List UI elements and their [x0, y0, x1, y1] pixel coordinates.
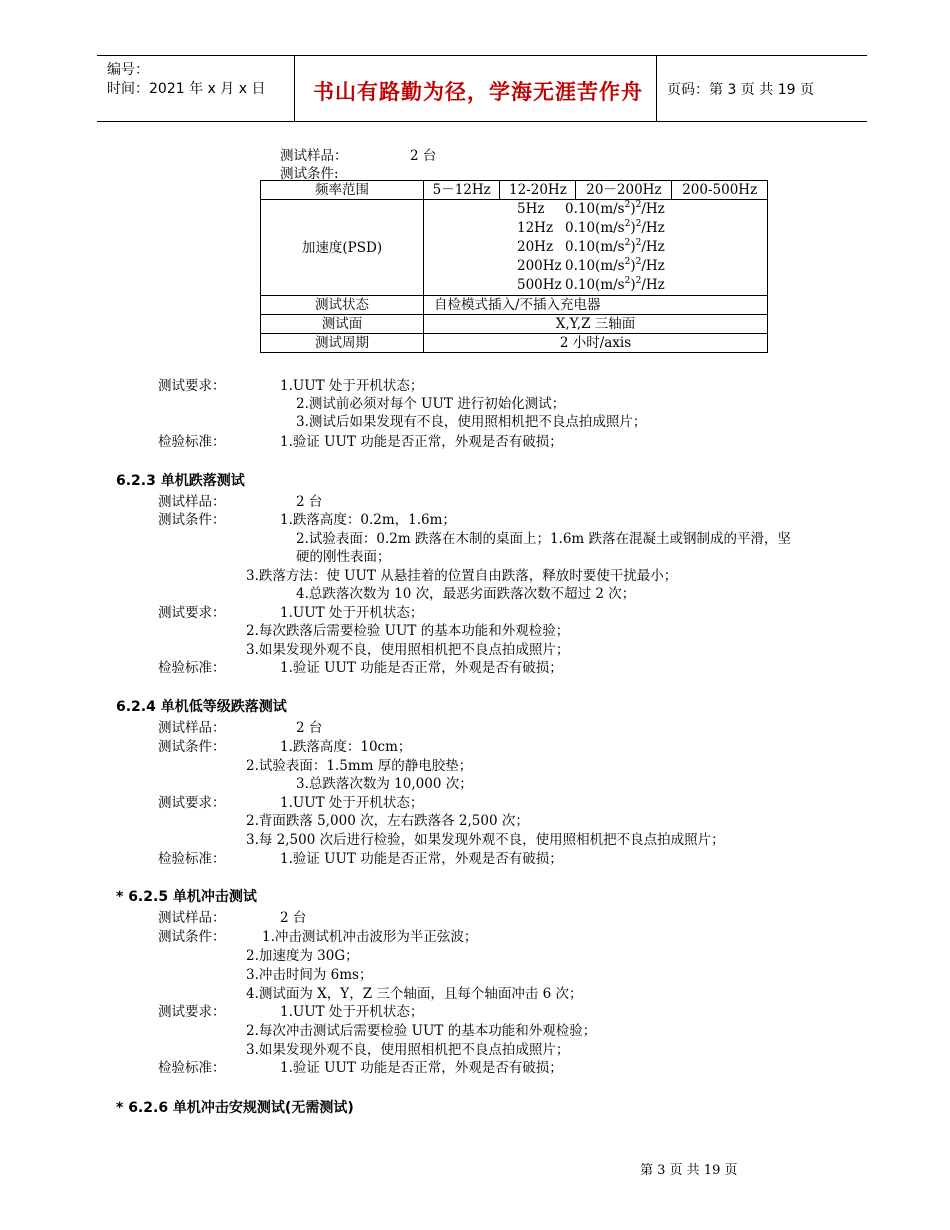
condition-item: 1.跌落高度：10cm； [280, 739, 412, 755]
requirement-item: 1.UUT 处于开机状态； [280, 378, 424, 394]
table-row [261, 181, 768, 200]
psd-line: 12Hz $0.10(m/s^2)^2/Hz$ [517, 219, 665, 236]
condition-item: 3.总跌落次数为 10,000 次； [296, 776, 473, 792]
section-title: 6.2.4 单机低等级跌落测试 [116, 699, 287, 715]
header-divider-right [656, 55, 657, 121]
table-cell: 自检模式插入/不插入充电器 [424, 296, 768, 315]
section-title: * 6.2.6 单机冲击安规测试(无需测试) [116, 1100, 354, 1116]
condition-item: 2.试验表面：0.2m 跌落在木制的桌面上；1.6m 跌落在混凝土或钢制成的平滑，坚 [296, 531, 792, 547]
requirement-item: 2.测试前必须对每个 UUT 进行初始化测试； [296, 396, 566, 412]
standard-item: 1.验证 UUT 功能是否正常，外观是否有破损； [280, 434, 563, 450]
table-cell: 加速度(PSD) [261, 200, 424, 296]
table-row [261, 334, 768, 353]
standard-item: 1.验证 UUT 功能是否正常，外观是否有破损； [280, 851, 563, 867]
table-row [261, 200, 768, 296]
standard-label: 检验标准： [158, 851, 226, 867]
condition-label: 测试条件： [158, 512, 226, 528]
sample-label: 测试样品： [158, 910, 226, 926]
sample-value: 2 台 [410, 148, 437, 164]
condition-label: 测试条件： [158, 739, 226, 755]
section-title: * 6.2.5 单机冲击测试 [116, 889, 257, 905]
requirement-item: 3.如果发现外观不良，使用照相机把不良点拍成照片； [246, 1042, 570, 1058]
requirement-item: 2.每次跌落后需要检验 UUT 的基本功能和外观检验； [246, 623, 570, 639]
footer-page-number: 第 3 页 共 19 页 [640, 1163, 738, 1178]
requirement-item: 3.每 2,500 次后进行检验，如果发现外观不良，使用照相机把不良点拍成照片； [246, 832, 725, 848]
condition-label: 测试条件: [280, 166, 339, 182]
condition-item: 1.冲击测试机冲击波形为半正弦波； [262, 929, 478, 945]
table-cell: X,Y,Z 三轴面 [424, 315, 768, 334]
requirement-label: 测试要求： [158, 605, 226, 621]
psd-line: 200Hz $0.10(m/s^2)^2/Hz$ [517, 257, 665, 274]
condition-item: 4.总跌落次数为 10 次，最恶劣面跌落次数不超过 2 次； [296, 586, 636, 602]
requirement-item: 3.如果发现外观不良，使用照相机把不良点拍成照片； [246, 642, 570, 658]
document-number-label: 编号： [107, 62, 149, 78]
requirement-item: 3.测试后如果发现有不良，使用照相机把不良点拍成照片； [296, 414, 647, 430]
requirement-label: 测试要求： [158, 378, 226, 394]
condition-item: 2.加速度为 30G； [246, 948, 359, 964]
section-title: 6.2.3 单机跌落测试 [116, 473, 245, 489]
table-cell: 12-20Hz [500, 181, 576, 200]
header-page-number: 页码：第 3 页 共 19 页 [667, 82, 814, 98]
header-bottom-rule [97, 121, 867, 122]
requirement-item: 1.UUT 处于开机状态； [280, 1004, 424, 1020]
sample-value: 2 台 [296, 720, 323, 736]
table-row [261, 315, 768, 334]
requirement-label: 测试要求： [158, 795, 226, 811]
requirement-item: 2.背面跌落 5,000 次，左右跌落各 2,500 次； [246, 813, 529, 829]
table-cell: 频率范围 [261, 181, 424, 200]
header-top-rule [97, 55, 867, 56]
sample-label: 测试样品： [158, 494, 226, 510]
condition-item: 2.试验表面：1.5mm 厚的静电胶垫； [246, 758, 473, 774]
table-cell: 测试面 [261, 315, 424, 334]
psd-line: 5Hz $0.10(m/s^2)^2/Hz$ [517, 200, 665, 217]
standard-item: 1.验证 UUT 功能是否正常，外观是否有破损； [280, 660, 563, 676]
table-cell: 2 小时/axis [424, 334, 768, 353]
requirement-item: 1.UUT 处于开机状态； [280, 795, 424, 811]
document-date: 时间：2021 年 x 月 x 日 [107, 81, 266, 97]
table-cell: 200-500Hz [672, 181, 768, 200]
psd-line: 500Hz $0.10(m/s^2)^2/Hz$ [517, 276, 665, 293]
standard-label: 检验标准： [158, 660, 226, 676]
header-divider-left [294, 55, 295, 121]
sample-label: 测试样品： [280, 148, 348, 164]
condition-item: 1.跌落高度：0.2m，1.6m； [280, 512, 456, 528]
requirement-label: 测试要求： [158, 1004, 226, 1020]
psd-line: 20Hz $0.10(m/s^2)^2/Hz$ [517, 238, 665, 255]
header-motto: 书山有路勤为径，学海无涯苦作舟 [313, 80, 643, 104]
table-row [261, 296, 768, 315]
condition-label: 测试条件： [158, 929, 226, 945]
table-cell: 测试周期 [261, 334, 424, 353]
sample-value: 2 台 [280, 910, 307, 926]
table-cell: 5－12Hz [424, 181, 500, 200]
requirement-item: 1.UUT 处于开机状态； [280, 605, 424, 621]
requirement-item: 2.每次冲击测试后需要检验 UUT 的基本功能和外观检验； [246, 1023, 597, 1039]
condition-item: 硬的刚性表面； [296, 549, 391, 565]
table-cell: 20－200Hz [576, 181, 672, 200]
standard-label: 检验标准： [158, 1060, 226, 1076]
table-cell: 测试状态 [261, 296, 424, 315]
sample-value: 2 台 [296, 494, 323, 510]
standard-label: 检验标准： [158, 434, 226, 450]
vibration-spec-table [260, 180, 768, 353]
condition-item: 4.测试面为 X，Y，Z 三个轴面，且每个轴面冲击 6 次； [246, 986, 583, 1002]
psd-values-cell [424, 200, 768, 296]
sample-label: 测试样品： [158, 720, 226, 736]
standard-item: 1.验证 UUT 功能是否正常，外观是否有破损； [280, 1060, 563, 1076]
condition-item: 3.冲击时间为 6ms； [246, 967, 373, 983]
condition-item: 3.跌落方法：使 UUT 从悬挂着的位置自由跌落，释放时要使干扰最小； [246, 568, 678, 584]
